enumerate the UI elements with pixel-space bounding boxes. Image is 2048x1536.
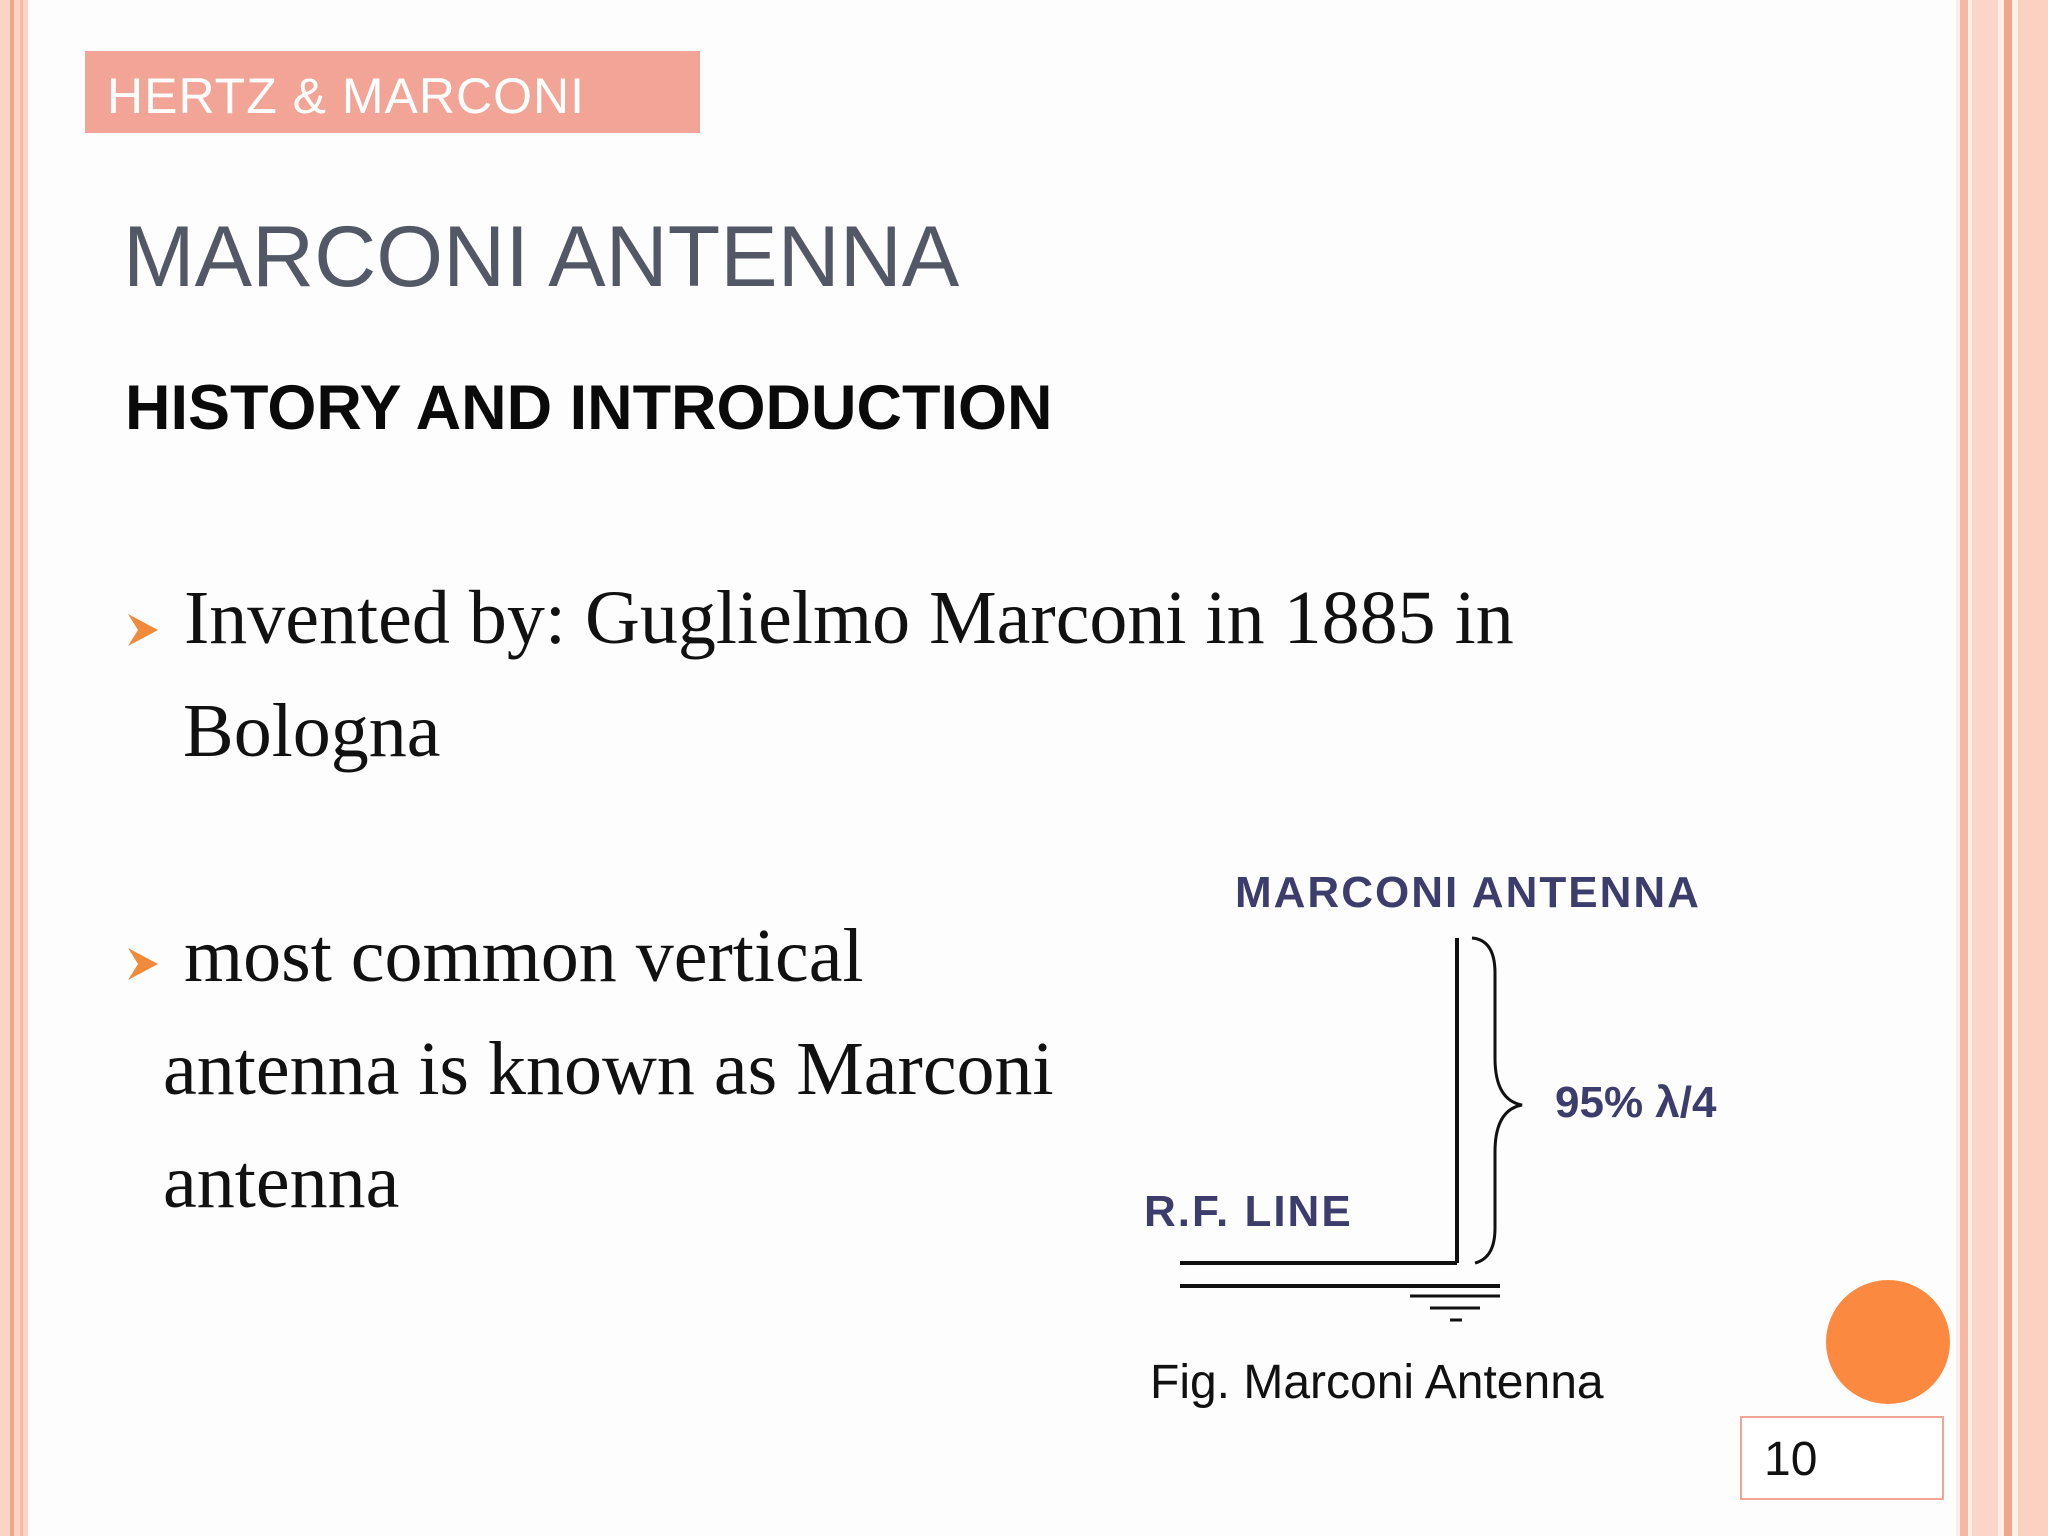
marconi-antenna-diagram — [1100, 838, 1800, 1338]
arrow-right-icon — [126, 944, 162, 984]
page-number: 10 — [1764, 1433, 1818, 1486]
right-decorative-border — [1956, 0, 2048, 1536]
left-decorative-border — [0, 0, 28, 1536]
arrow-right-icon — [126, 610, 162, 650]
section-tag — [85, 51, 700, 133]
bullet-2-line-3: antenna — [163, 1140, 400, 1224]
bullet-1-line-2: Bologna — [183, 689, 441, 773]
diagram-title: MARCONI ANTENNA — [1235, 868, 1701, 917]
page-number-box — [1740, 1416, 1944, 1500]
slide-subtitle: HISTORY AND INTRODUCTION — [125, 373, 1053, 443]
height-label: 95% λ/4 — [1555, 1078, 1717, 1127]
slide-title: MARCONI ANTENNA — [123, 209, 960, 305]
figure-caption: Fig. Marconi Antenna — [1150, 1356, 1604, 1409]
decorative-dot — [1826, 1280, 1950, 1404]
bullet-1-line-1: Invented by: Guglielmo Marconi in 1885 in — [184, 576, 1514, 660]
bullet-2-line-1: most common vertical — [184, 914, 864, 998]
height-brace — [1472, 938, 1522, 1263]
section-tag-label: HERTZ & MARCONI — [107, 68, 585, 124]
bullet-2-line-2: antenna is known as Marconi — [163, 1027, 1054, 1111]
rf-line-label: R.F. LINE — [1144, 1187, 1353, 1236]
